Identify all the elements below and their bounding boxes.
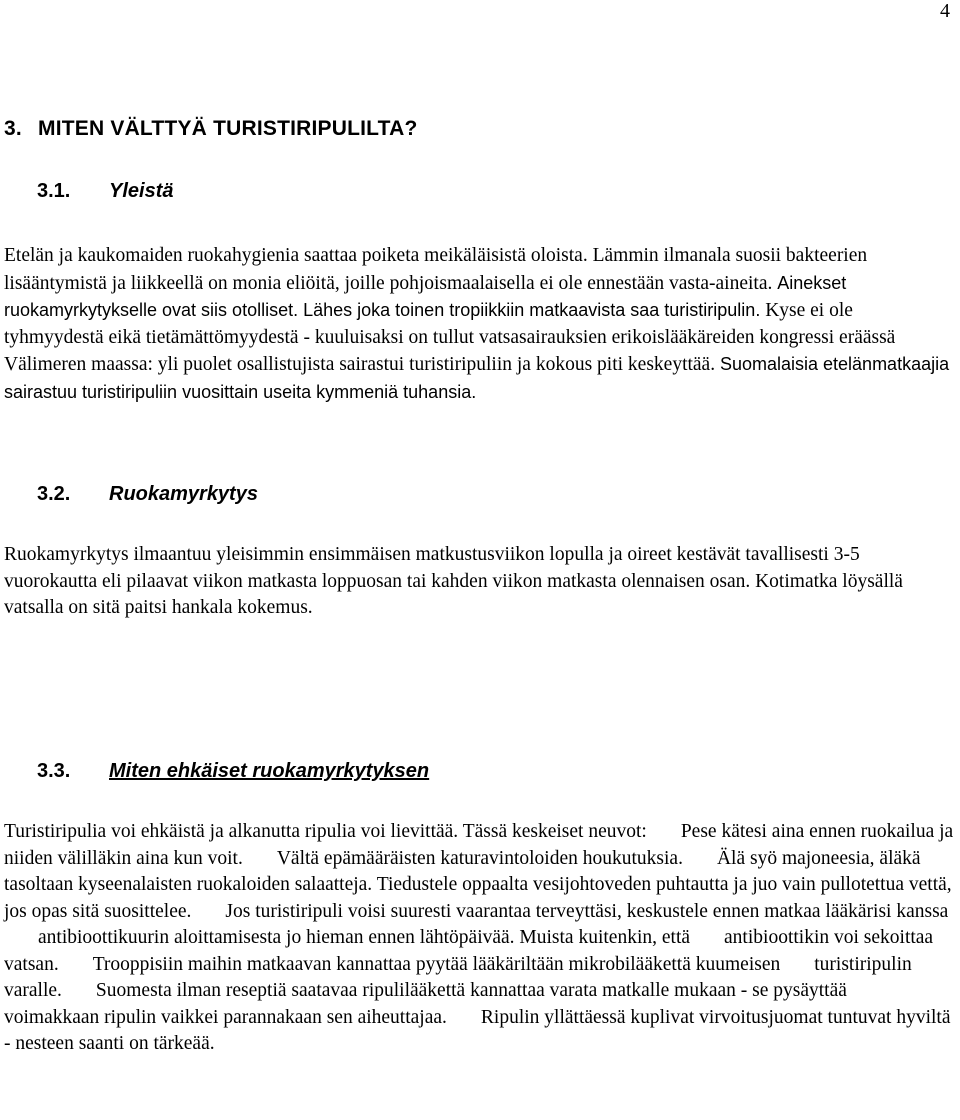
s33-intro: Turistiripulia voi ehkäistä ja alkanutta ripulia voi lievittää. Tässä keskeiset neuvot: [4,821,647,842]
section-3-3-title: Miten ehkäiset ruokamyrkytyksen [109,760,430,782]
s33-advice-13: Ripulin yllättäessä kuplivat virvoitusjuomat tuntuvat hyviltä - nesteen saanti on tärkeää. [4,1006,951,1054]
s33-advice-2: Vältä epämääräisten katuravintoloiden houkutuksia. [276,847,683,869]
s33-advice-12: voimakkaan ripulin vaikkei parannakaan sen aiheuttajaa. [4,1006,447,1028]
s31-sentence-4: Suomalaisia etelänmatkaajia sairastuu turistiripuliin vuosittain useita kymmeniä tuhansia. [4,354,950,402]
section-3-1-number: 3.1. [37,180,71,202]
s31-sentence-3: Kyse ei ole tyhmyydestä eikä tietämättömyydestä - kuuluisaksi on tullut vatsasairauksien erikoislääkäreiden kongressi eräässä Välimeren maassa: yli puolet osallistujista sairastui turistiripuliin ja kokous piti keskeyttää. [4,300,896,375]
section-3-3-paragraph [4,819,956,1058]
s33-advice-7: Muista kuitenkin, että [519,927,691,948]
s33-advice-8: antibioottikin voi sekoittaa vatsan. [4,927,934,975]
page-number: 4 [940,0,950,22]
s33-advice-10: turistiripulin varalle. [4,953,912,1001]
s31-sentence-1: Etelän ja kaukomaiden ruokahygienia saattaa poiketa meikäläisistä oloista. Lämmin ilmanala suosii bakteerien lisääntymistä ja liikkeellä on monia eliöitä, joille pohjoismaalaisella ei ole ennestään vasta-aineita. [4,245,868,294]
s33-advice-6: antibioottikuurin aloittamisesta jo hieman ennen lähtöpäivää. [38,927,515,948]
s33-advice-4: Tiedustele oppaalta vesijohtoveden puhtautta ja juo vain pullotettua vettä, jos opas sitä suosittelee. [4,874,952,922]
section-3-title: MITEN VÄLTTYÄ TURISTIRIPULILTA? [38,117,418,140]
section-3-2-title: Ruokamyrkytys [109,483,258,505]
s32-text: Ruokamyrkytys ilmaantuu yleisimmin ensimmäisen matkustusviikon lopulla ja oireet kestävät tavallisesti 3-5 vuorokautta eli pilaavat viikon matkasta loppuosan tai kahden viikon matkasta olennaisen osan. Kotimatka löysällä vatsalla on sitä paitsi hankala kokemus. [4,544,903,618]
s33-advice-3: Älä syö majoneesia, äläkä tasoltaan kyseenalaisten ruokaloiden salaatteja. [4,847,921,895]
s33-advice-11: Suomesta ilman reseptiä saatavaa ripulilääkettä kannattaa varata matkalle mukaan - se pysäyttää [95,980,847,1001]
section-3-1-paragraph [4,243,956,406]
s33-advice-9: Trooppisiin maihin matkaavan kannattaa pyytää lääkäriltään mikrobilääkettä kuumeisen [92,953,781,975]
section-3-heading [4,117,418,141]
section-3-1-heading [37,180,173,203]
s33-advice-5: Jos turistiripuli voisi suuresti vaarantaa terveyttäsi, keskustele ennen matkaa lääkärisi kanssa [225,900,949,922]
s33-advice-1: Pese kätesi aina ennen ruokailua ja niiden välilläkin aina kun voit. [4,821,954,869]
section-3-3-number: 3.3. [37,760,71,782]
section-3-2-paragraph [4,542,956,622]
section-3-number: 3. [4,117,22,140]
section-3-1-title: Yleistä [109,180,174,202]
s31-sentence-2: Ainekset ruokamyrkytykselle ovat siis otolliset. Lähes joka toinen tropiikkiin matkaavista saa turistiripulin. [4,272,847,320]
section-3-3-heading [37,760,429,783]
section-3-2-heading [37,483,258,506]
section-3-2-number: 3.2. [37,483,71,505]
